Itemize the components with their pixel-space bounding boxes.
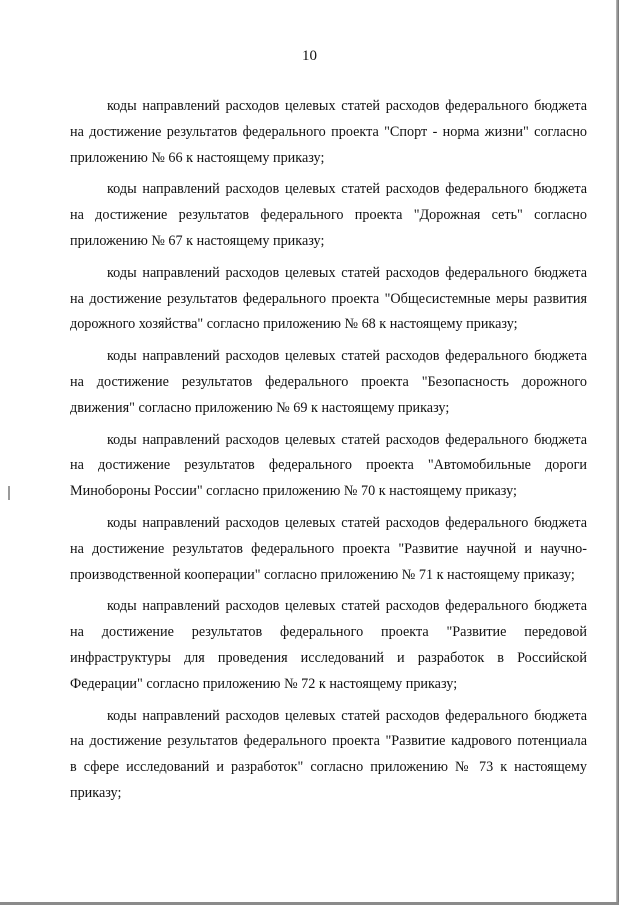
text-line: приложению № 67 к настоящему приказу; <box>70 232 325 249</box>
text-line: коды направлений расходов целевых статей расходов федерального бюджета <box>107 181 587 198</box>
text-line: коды направлений расходов целевых статей расходов федерального бюджета <box>107 514 587 531</box>
text-line: коды направлений расходов целевых статей расходов федерального бюджета <box>107 98 587 114</box>
text-line: коды направлений расходов целевых статей расходов федерального бюджета <box>107 348 587 365</box>
text-line: на достижение результатов федерального проекта "Безопасность дорожного <box>70 373 587 390</box>
paragraph <box>70 177 587 254</box>
document-body <box>70 94 587 813</box>
text-line: на достижение результатов федерального проекта "Развитие научной и научно- <box>70 540 587 557</box>
text-line: производственной кооперации" согласно приложению № 71 к настоящему приказу; <box>70 566 575 583</box>
text-line: на достижение результатов федерального проекта "Развитие кадрового потенциала <box>70 733 587 750</box>
text-line: на достижение результатов федерального проекта "Общесистемные меры развития <box>70 290 587 307</box>
paragraph <box>70 94 587 171</box>
text-line: Минобороны России" согласно приложению № 70 к настоящему приказу; <box>70 483 517 500</box>
text-line: в сфере исследований и разработок" согласно приложению № 73 к настоящему <box>70 759 587 776</box>
paragraph <box>70 428 587 505</box>
text-line: на достижение результатов федерального проекта "Спорт - норма жизни" согласно <box>70 123 587 140</box>
text-line: инфраструктуры для проведения исследований и разработок в Российской <box>70 649 587 666</box>
paragraph <box>70 594 587 697</box>
scan-speck <box>8 486 10 500</box>
text-line: на достижение результатов федерального проекта "Дорожная сеть" согласно <box>70 207 587 224</box>
paragraph <box>70 344 587 421</box>
text-line: приложению № 66 к настоящему приказу; <box>70 149 325 166</box>
page-number: 10 <box>302 48 317 64</box>
text-line: Федерации" согласно приложению № 72 к настоящему приказу; <box>70 675 458 692</box>
text-line: коды направлений расходов целевых статей расходов федерального бюджета <box>107 264 587 281</box>
text-line: на достижение результатов федерального проекта "Развитие передовой <box>70 624 587 641</box>
paragraph <box>70 261 587 338</box>
paragraph <box>70 704 587 807</box>
text-line: коды направлений расходов целевых статей расходов федерального бюджета <box>107 707 587 724</box>
text-line: коды направлений расходов целевых статей расходов федерального бюджета <box>107 598 587 615</box>
text-line: приказу; <box>70 784 122 801</box>
paragraph <box>70 511 587 588</box>
text-line: движения" согласно приложению № 69 к настоящему приказу; <box>70 399 450 416</box>
text-line: дорожного хозяйства" согласно приложению № 68 к настоящему приказу; <box>70 316 518 333</box>
text-line: коды направлений расходов целевых статей расходов федерального бюджета <box>107 431 587 448</box>
text-line: на достижение результатов федерального проекта "Автомобильные дороги <box>70 457 587 474</box>
